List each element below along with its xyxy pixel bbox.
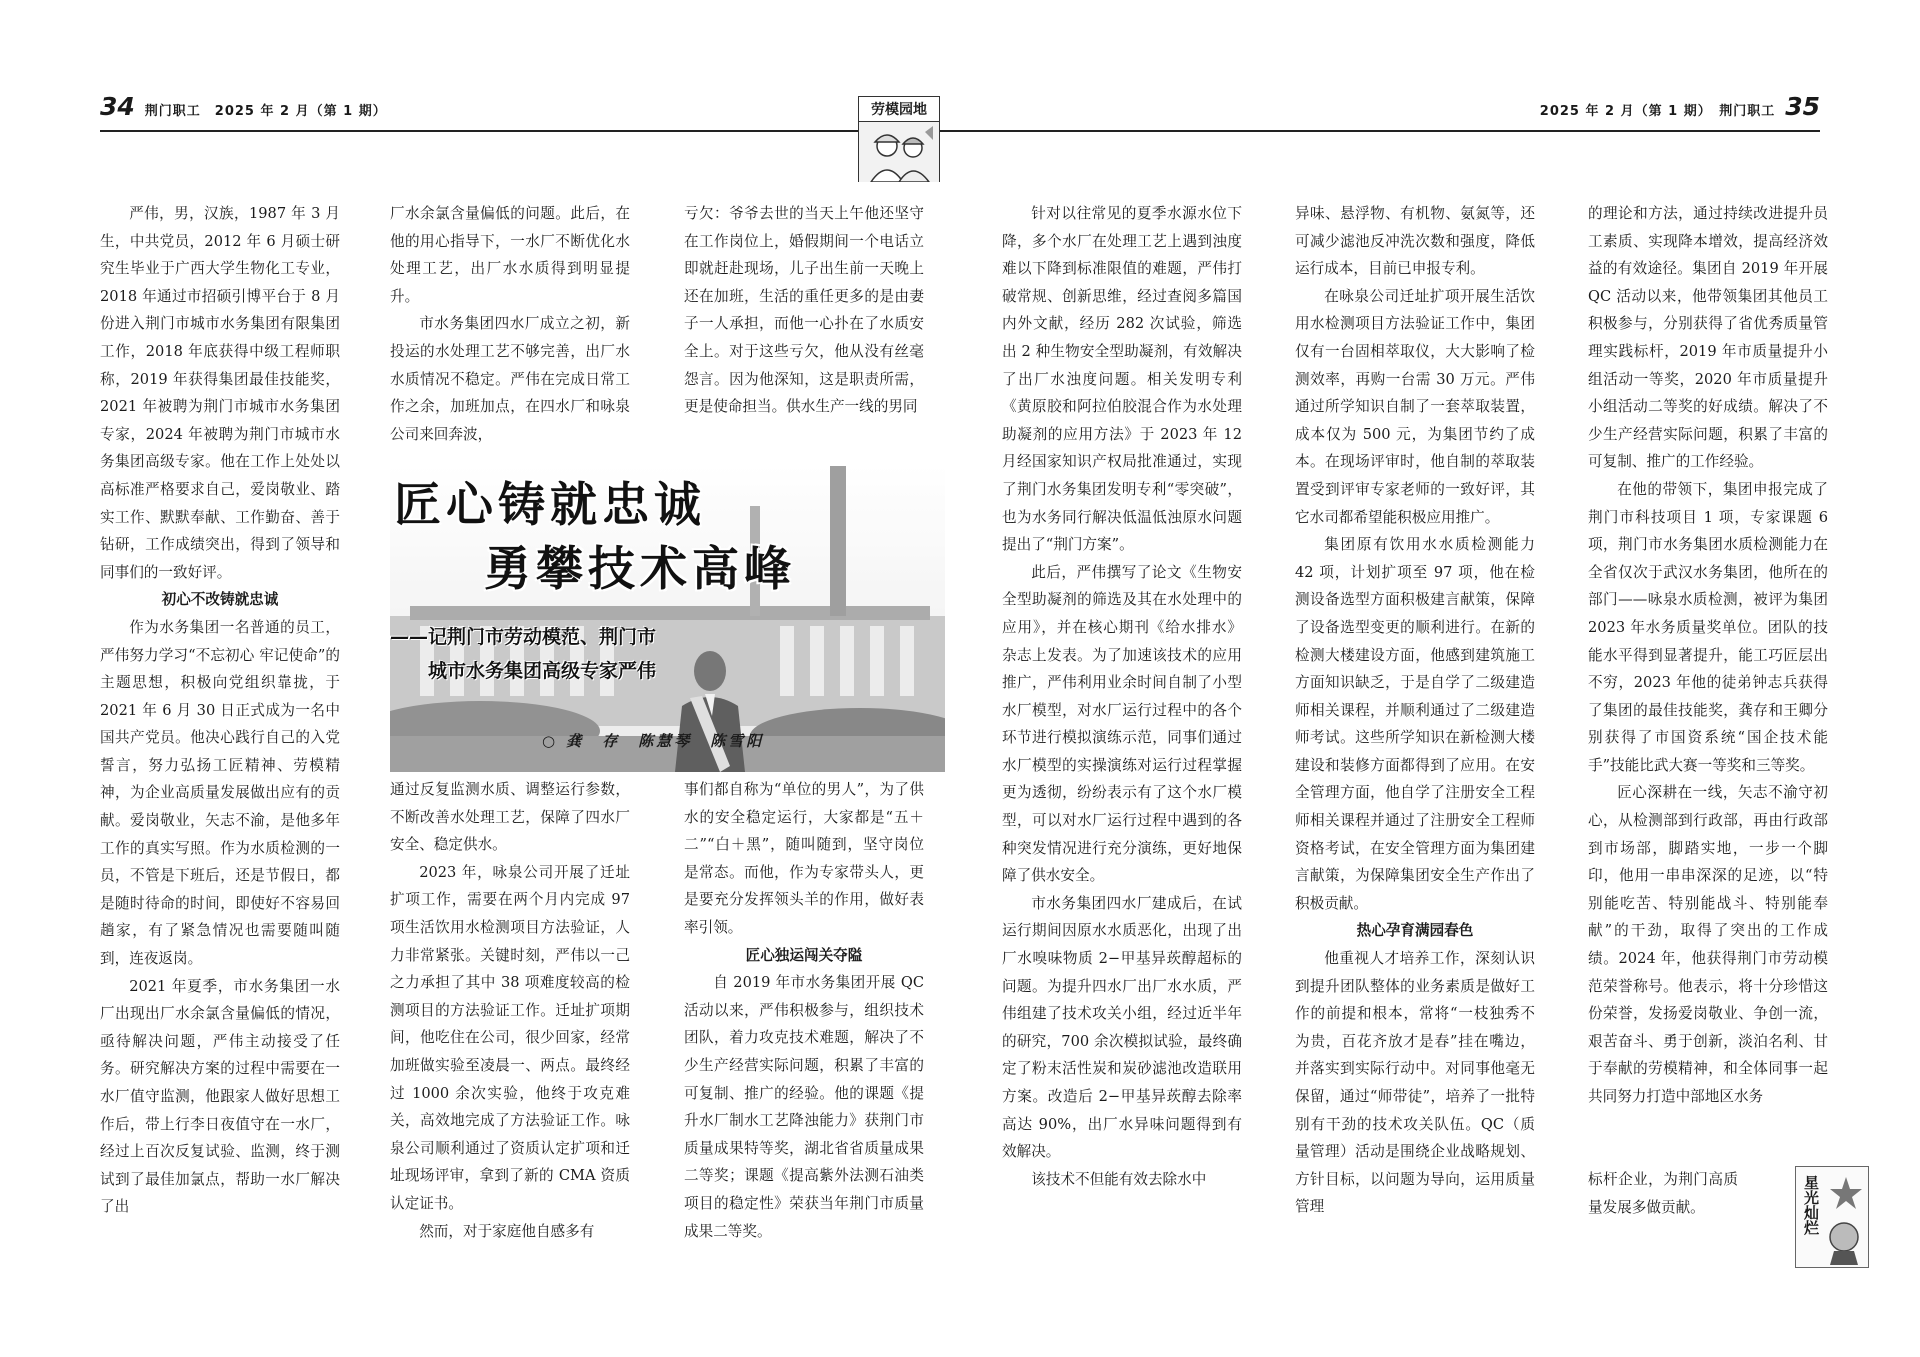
paragraph: 厂水余氯含量偏低的问题。此后，在他的用心指导下，一水厂不断优化水处理工艺，出厂水水质得到明显提升。 xyxy=(390,205,630,305)
paragraph: 自 2019 年市水务集团开展 QC 活动以来，严伟积极参与，组织技术团队，着力攻克技术难题，解决了不少生产经营实际问题，积累了丰富的可复制、推广的经验。他的课题《提升水厂制水工艺降浊能力》获荆门市质量成果特等奖，湖北省省质量成果二等奖；课题《提高紫外法测石油类项目的稳定性》荣获当年荆门市质量成果二等奖。 xyxy=(684,974,924,1240)
paragraph: 然而，对于家庭他自感多有 xyxy=(419,1222,595,1240)
paragraph: 针对以往常见的夏季水源水位下降，多个水厂在处理工艺上遇到浊度难以下降到标准限值的难题，严伟打破常规、创新思维，经过查阅多篇国内外文献，经历 282 次试验，筛选出 2 种生物安全型助凝剂，有效解决了出厂水浊度问题。相关发明专利《黄原胶和阿拉伯胶混合作为水处理助凝剂的应用方法》于 2023 年 12 月经国家知识产权局批准通过，实现了荆门水务集团发明专利“零突破”，也为水务同行解决低温低浊原水问题提出了“荆门方案”。 xyxy=(1002,205,1242,554)
paragraph: 严伟，男，汉族，1987 年 3 月生，中共党员，2012 年 6 月硕士研究生毕业于广西大学生物化工专业，2018 年通过市招硕引博平台于 8 月份进入荆门市城市水务集团有限集团工作，2018 年底获得中级工程师职称，2019 年获得集团最佳技能奖，2021 年被聘为荆门市城市水务集团专家，2024 年被聘为荆门市城市水务集团高级专家。他在工作上处处以高标准严格要求自己，爱岗敬业、踏实工作、默默奉献、工作勤奋、善于钻研，工作成绩突出，得到了领导和同事们的一致好评。 xyxy=(100,205,340,581)
article-column-5 xyxy=(1295,200,1535,1280)
paragraph: 他重视人才培养工作，深刻认识到提升团队整体的业务素质是做好工作的前提和根本，常将“一枝独秀不为贵，百花齐放才是春”挂在嘴边，并落实到实际行动中。对同事他毫无保留，通过“师带徒”，培养了一批特别有干劲的技术攻关队伍。QC（质量管理）活动是围绕企业战略规划、方针目标，以问题为导向，运用质量管理 xyxy=(1295,950,1535,1216)
section-label-box xyxy=(858,96,940,182)
page-number-left: 34 xyxy=(100,92,135,121)
section-heading: 初心不改铸就忠诚 xyxy=(161,591,279,609)
section-label: 劳模园地 xyxy=(859,97,939,122)
paragraph: 标杆企业，为荆门高质量发展多做贡献。 xyxy=(1588,1171,1738,1216)
article-subtitle-line-1: ——记荆门市劳动模范、荆门市 xyxy=(390,626,657,648)
paragraph: 2021 年夏季，市水务集团一水厂出现出厂水余氯含量偏低的情况，亟待解决问题，严伟主动接受了任务。研究解决方案的过程中需要在一水厂值守监测，他跟家人做好思想工作后，带上行李日夜值守在一水厂，经过上百次反复试验、监测，终于测试到了最佳加氯点，帮助一水厂解决了出 xyxy=(100,977,340,1216)
paragraph: 作为水务集团一名普通的员工，严伟努力学习“不忘初心 牢记使命”的主题思想，积极向党组织靠拢，于 2021 年 6 月 30 日正式成为一名中国共产党员。他决心践行自己的入党誓言，努力弘扬工匠精神、劳模精神，为企业高质量发展做出应有的贡献。爱岗敬业，矢志不渝，是他多年工作的真实写照。作为水质检测的一员，不管是下班后，还是节假日，都是随时待命的时间，即使好不容易回趟家，有了紧急情况也需要随叫随到，连夜返岗。 xyxy=(100,618,340,968)
left-header-text: 荆门职工 2025 年 2 月（第 1 期） xyxy=(144,104,387,119)
article-column-2-bottom xyxy=(390,776,630,1280)
paragraph: 市水务集团四水厂成立之初，新投运的水处理工艺不够完善，出厂水水质情况不稳定。严伟在完成日常工作之余，加班加点，在四水厂和咏泉公司来回奔波， xyxy=(390,315,630,443)
paragraph: 亏欠：爷爷去世的当天上午他还坚守在工作岗位上，婚假期间一个电话立即就赶赴现场，儿子出生前一天晚上还在加班，生活的重任更多的是由妻子一人承担，而他一心扑在了水质安全上。对于这些亏欠，他从没有丝毫怨言。因为他深知，这是职责所需，更是使命担当。供水生产一线的男同 xyxy=(684,205,924,416)
page-number-right: 35 xyxy=(1785,92,1820,121)
star-burst-icon xyxy=(1796,1167,1868,1267)
paragraph: 在咏泉公司迁址扩项开展生活饮用水检测项目方法验证工作中，集团仅有一台固相萃取仪，大大影响了检测效率，再购一台需 30 万元。严伟通过所学知识自制了一套萃取装置，成本仅为 500 元，为集团节约了成本。在现场评审时，他自制的萃取装置受到评审专家老师的一致好评，其它水司都希望能积极应用推广。 xyxy=(1295,287,1535,526)
article-subtitle-line-2: 城市水务集团高级专家严伟 xyxy=(428,660,657,682)
paragraph: 2023 年，咏泉公司开展了迁址扩项工作，需要在两个月内完成 97 项生活饮用水检测项目方法验证，人力非常紧张。关键时刻，严伟以一己之力承担了其中 38 项难度较高的检测项目的方法验证工作。迁址扩项期间，他吃住在公司，很少回家，经常加班做实验至凌晨一、两点。最终经过 1000 余次实验，他终于攻克难关，高效地完成了方法验证工作。咏泉公司顺利通过了资质认定扩项和迁址现场评审，拿到了新的 CMA 资质认定证书。 xyxy=(390,863,630,1212)
left-page-header xyxy=(100,92,960,132)
article-column-3-bottom xyxy=(684,776,924,1280)
article-column-6 xyxy=(1588,200,1828,1166)
workers-illustration-icon xyxy=(859,122,939,182)
article-title-line-1: 匠心铸就忠诚 xyxy=(394,478,706,533)
paragraph: 该技术不但能有效去除水中 xyxy=(1031,1170,1207,1188)
paragraph: 异味、悬浮物、有机物、氨氮等，还可减少滤池反冲洗次数和强度，降低运行成本，目前已申报专利。 xyxy=(1295,205,1535,278)
paragraph: 市水务集团四水厂建成后，在试运行期间因原水水质恶化，出现了出厂水嗅味物质 2−甲基异莰醇超标的问题。为提升四水厂出厂水水质，严伟组建了技术攻关小组，经过近半年的研究，700 余次模拟试验，最终确定了粉末活性炭和炭砂滤池改造联用方案。改造后 2−甲基异莰醇去除率高达 90%，出厂水异味问题得到有效解决。 xyxy=(1002,894,1242,1161)
right-page-header xyxy=(960,92,1820,132)
article-column-1 xyxy=(100,200,340,1280)
right-header-text: 2025 年 2 月（第 1 期） 荆门职工 xyxy=(1539,104,1776,119)
paragraph: 在他的带领下，集团申报完成了荆门市科技项目 1 项，专家课题 6 项，荆门市水务集团水质检测能力在全省仅次于武汉水务集团，他所在的部门——咏泉水质检测，被评为集团 2023 年水务质量奖单位。团队的技能水平得到显著提升，能工巧匠层出不穷，2023 年他的徒弟钟志兵获得了集团的最佳技能奖，龚存和王卿分别获得了市国资系统“国企技术能手”技能比武大赛一等奖和三等奖。 xyxy=(1588,480,1828,774)
paragraph: 此后，严伟撰写了论文《生物安全型助凝剂的筛选及其在水处理中的应用》，并在核心期刊《给水排水》杂志上发表。为了加速该技术的应用推广，严伟利用业余时间自制了小型水厂模型，对水厂运行过程中的各个环节进行模拟演练示范，同事们通过水厂模型的实操演练对运行过程掌握更为透彻，纷纷表示有了这个水厂模型，可以对水厂运行过程中遇到的各种突发情况进行充分演练，更好地保障了供水安全。 xyxy=(1002,563,1242,885)
paragraph: 的理论和方法，通过持续改进提升员工素质、实现降本增效，提高经济效益的有效途径。集团自 2019 年开展 QC 活动以来，他带领集团其他员工积极参与，分别获得了省优秀质量管理实践标杆，2019 年市质量提升小组活动一等奖，2020 年市质量提升小组活动二等奖的好成绩。解决了不少生产经营实际问题，积累了丰富的可复制、推广的工作经验。 xyxy=(1588,205,1828,471)
column-logo xyxy=(1795,1166,1869,1268)
section-heading: 匠心独运闯关夺隘 xyxy=(745,946,863,964)
paragraph: 事们都自称为“单位的男人”，为了供水的安全稳定运行，大家都是“五＋二”“白＋黑”，随叫随到，坚守岗位是常态。而他，作为专家带头人，更是要充分发挥领头羊的作用，做好表率引领。 xyxy=(684,781,924,936)
article-title-line-2: 勇攀技术高峰 xyxy=(484,542,796,597)
paragraph: 通过反复监测水质、调整运行参数，不断改善水处理工艺，保障了四水厂安全、稳定供水。 xyxy=(390,781,630,854)
column-logo-label: 星光灿烂 xyxy=(1802,1175,1820,1235)
paragraph: 匠心深耕在一线，矢志不渝守初心，从检测部到行政部，再由行政部到市场部，脚踏实地，一步一个脚印，他用一串串深深的足迹，以“特别能吃苦、特别能战斗、特别能奉献”的干劲，取得了突出的工作成绩。2024 年，他获得荆门市劳动模范荣誉称号。他表示，将十分珍惜这份荣誉，发扬爱岗敬业、争创一流，艰苦奋斗、勇于创新，淡泊名利、甘于奉献的劳模精神，和全体同事一起共同努力打造中部地区水务 xyxy=(1588,784,1828,1105)
article-title-block xyxy=(390,466,945,772)
article-column-3-top xyxy=(684,200,924,452)
section-heading: 热心孕育满园春色 xyxy=(1356,922,1474,940)
article-column-6-tail xyxy=(1588,1166,1738,1276)
article-column-2-top xyxy=(390,200,630,452)
article-column-4 xyxy=(1002,200,1242,1280)
right-page xyxy=(960,0,1920,1357)
article-authors: ○ 龚 存 陈慧琴 陈雪阳 xyxy=(542,732,765,750)
paragraph: 集团原有饮用水水质检测能力 42 项，计划扩项至 97 项，他在检测设备选型方面积极建言献策，保障了设备选型变更的顺利进行。在新的检测大楼建设方面，他感到建筑施工方面知识缺乏，于是自学了二级建造师相关课程，并顺利通过了二级建造师考试。这些所学知识在新检测大楼建设和装修方面都得到了应用。在安全管理方面，他自学了注册安全工程师相关课程并通过了注册安全工程师资格考试，在安全管理方面为集团建言献策，为保障集团安全生产作出了积极贡献。 xyxy=(1295,536,1535,912)
